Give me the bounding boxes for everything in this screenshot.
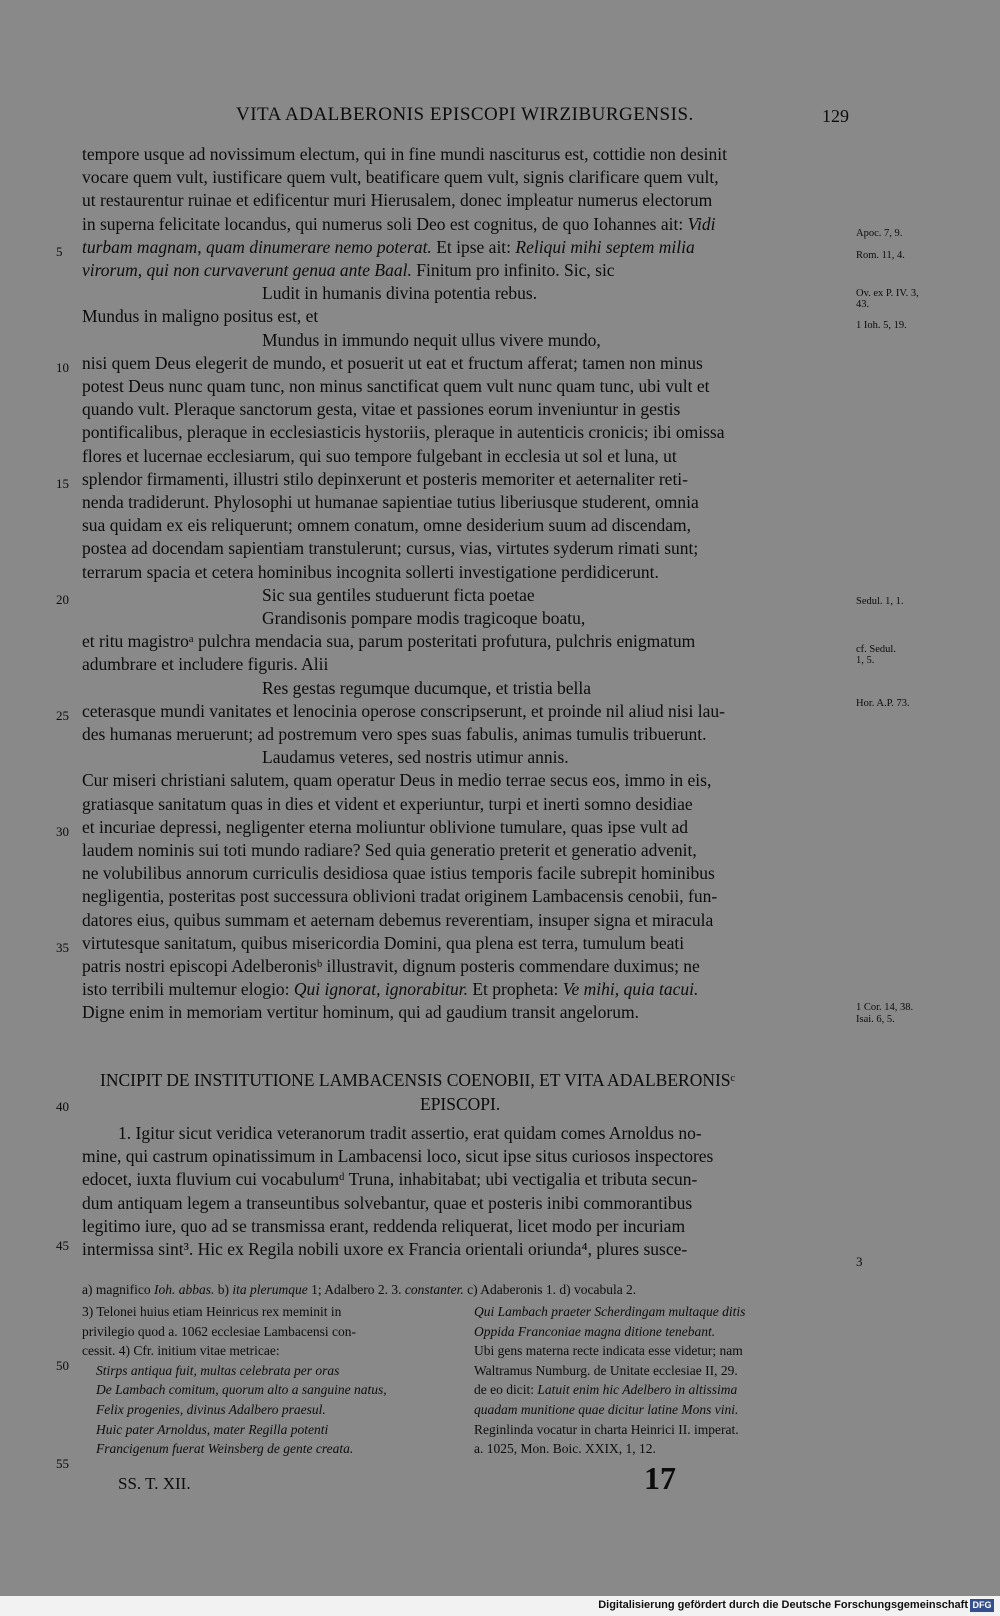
side-note: Isai. 6, 5. <box>856 1014 895 1025</box>
italic-run: virorum, qui non curvaverunt genua ante Baal. <box>82 260 412 280</box>
text-run: laudem nominis sui toti mundo radiare? Sed quia generatio preterit et generatio advenit, <box>82 840 697 860</box>
text-run: nisi quem Deus elegerit de mundo, et posuerit ut eat et fructum afferat; tamen non minus <box>82 352 703 373</box>
text-run: sua quidam ex eis reliquerunt; omnem conatum, omne desiderium suum ad discendam, <box>82 515 691 536</box>
side-note: Ov. ex P. IV. 3, 43. <box>856 288 919 310</box>
text-run: c) Adaberonis 1. d) vocabula 2. <box>463 1282 637 1297</box>
line-number: 20 <box>56 592 69 607</box>
bottom-bar <box>0 1596 1000 1616</box>
text-run: ceterasque mundi vanitates et lenocinia operose conscripserunt, et proinde nil aliud nisi lau- <box>82 700 725 721</box>
text-run: a) magnifico <box>82 1282 154 1297</box>
italic-run: constanter. <box>404 1282 464 1297</box>
line-number: 50 <box>56 1358 69 1373</box>
text-line <box>82 166 719 188</box>
text-run: tempore usque ad novissimum electum, qui in fine mundi nasciturus est, cottidie non desinit <box>82 144 727 164</box>
text-line <box>82 909 713 931</box>
footnote-line <box>96 1439 353 1459</box>
text-run: splendor firmamenti, illustri stilo depinxerunt et posteris memoriter et aeternaliter reti- <box>82 468 688 489</box>
chapter-line: dum antiquam legem a transeuntibus solvebantur, quae et posteris inibi commorantibus <box>82 1192 693 1213</box>
running-header <box>0 104 1000 134</box>
text-run: et ritu magistroᵃ pulchra mendacia sua, parum posteritati profutura, pulchris enigmatum <box>82 631 696 652</box>
text-run: ut restaurentur ruinae et edificentur muri Hierusalem, donec impleatur numerus electorum <box>82 190 713 211</box>
funding-credit: Digitalisierung gefördert durch die Deutsche Forschungsgemeinschaft <box>598 1599 968 1611</box>
line-number: 45 <box>56 1238 69 1253</box>
text-run: Waltramus Numburg. de Unitate ecclesiae II, 29. <box>474 1362 738 1378</box>
footnote-line <box>82 1341 280 1361</box>
text-run: ne volubilibus annorum curriculis desidiosa quae istius temporis facile subrepit hominibus <box>82 863 715 884</box>
line-number: 25 <box>56 708 69 723</box>
footnote-line <box>474 1361 738 1381</box>
text-run: Cur miseri christiani salutem, quam operatur Deus in medio terrae secus eos, immo in eis, <box>82 770 712 791</box>
line-number: 40 <box>56 1099 69 1114</box>
text-run: potest Deus nunc quam tunc, non minus sanctificat quem vult nunc quam tunc, ubi vult et <box>82 376 710 396</box>
text-line <box>82 491 699 513</box>
text-run: Et propheta: <box>467 979 563 1000</box>
footnote-line <box>82 1302 341 1322</box>
italic-run: ita plerumque <box>232 1282 308 1297</box>
text-line <box>82 653 328 675</box>
text-line <box>82 143 727 165</box>
italic-run: Huic pater Arnoldus, mater Regilla potenti <box>96 1421 329 1437</box>
text-line <box>82 305 318 327</box>
text-line <box>82 259 615 281</box>
text-run: quando vult. Pleraque sanctorum gesta, vitae et passiones eorum inveniuntur in gestis <box>82 399 681 420</box>
text-run: in superna felicitate locandus, qui numerus soli Deo est cognitus, de quo Iohannes ait: <box>82 213 688 234</box>
line-number: 5 <box>56 244 63 259</box>
text-run: Grandisonis pompare modis tragicoque boatu, <box>262 608 586 628</box>
text-line <box>82 978 698 1000</box>
section-heading: INCIPIT DE INSTITUTIONE LAMBACENSIS COENOBII, ET VITA ADALBERONISᶜ <box>100 1070 736 1090</box>
chapter-line: legitimo iure, quo ad se transmissa erant, reddenda reliquerat, licet modo per incuriam <box>82 1215 686 1236</box>
line-number: 10 <box>56 360 69 375</box>
italic-run: De Lambach comitum, quorum alto a sanguine natus, <box>96 1382 387 1398</box>
text-line <box>82 885 717 907</box>
text-run: Mundus in maligno positus est, et <box>82 306 319 327</box>
italic-run: Ve mihi, quia tacui. <box>562 979 699 1000</box>
text-line <box>82 375 709 397</box>
page-number: 129 <box>822 106 849 126</box>
side-note: Rom. 11, 4. <box>856 250 905 261</box>
text-run: vocare quem vult, iustificare quem vult, beatificare quem vult, signis clarificare quem vult, <box>82 167 719 188</box>
text-line <box>82 189 712 211</box>
side-note: Apoc. 7, 9. <box>856 228 903 239</box>
text-line <box>82 955 700 977</box>
line-number: 35 <box>56 940 69 955</box>
italic-run: Ioh. abbas. <box>153 1282 215 1297</box>
chapter-line: 1. Igitur sicut veridica veteranorum tradit assertio, erat quidam comes Arnoldus no- <box>118 1123 702 1143</box>
text-run: Ludit in humanis divina potentia rebus. <box>262 283 538 304</box>
text-run: terrarum spacia et cetera hominibus incognita sollerti investigatione perdidicerunt. <box>82 561 659 582</box>
text-run: Finitum pro infinito. Sic, sic <box>411 260 615 280</box>
text-line <box>82 468 688 490</box>
footnote-line <box>474 1439 656 1459</box>
italic-run: Vidi <box>687 213 716 234</box>
text-run: Res gestas regumque ducumque, et tristia bella <box>262 677 592 698</box>
text-line <box>82 630 695 652</box>
italic-run: turbam magnam, quam dinumerare nemo poterat. <box>82 236 432 257</box>
sheet-number: 17 <box>644 1460 676 1496</box>
text-line <box>82 862 715 884</box>
footnote-line <box>82 1322 356 1342</box>
text-run: Sic sua gentiles studuerunt ficta poetae <box>262 584 535 605</box>
variant-notes <box>82 1280 636 1300</box>
footnote-line <box>474 1380 737 1400</box>
margin-note: 3 <box>856 1254 863 1269</box>
footnote-line <box>96 1380 387 1400</box>
running-title: VITA ADALBERONIS EPISCOPI WIRZIBURGENSIS. <box>236 104 694 125</box>
text-run: postea ad docendam sapientiam transtulerunt; cursus, vias, virtutes syderum rimati sunt; <box>82 538 699 559</box>
text-line <box>82 213 715 235</box>
text-run: patris nostri episcopi Adelberonisᵇ illustravit, dignum posteris commendare duximus; ne <box>82 956 700 976</box>
side-note: Hor. A.P. 73. <box>856 698 910 709</box>
text-run: et incuriae depressi, negligenter eterna moliuntur oblivione tumulare, quas ipse vult ad <box>82 816 688 837</box>
italic-run: Qui Lambach praeter Scherdingam multaque ditis <box>474 1304 746 1319</box>
text-line <box>262 282 537 304</box>
text-line <box>82 723 707 745</box>
text-run: Digne enim in memoriam vertitur hominum, qui ad gaudium transit angelorum. <box>82 1002 639 1023</box>
line-number: 55 <box>56 1456 69 1471</box>
text-line <box>82 236 695 258</box>
footnote-line <box>96 1420 328 1440</box>
text-run: datores eius, quibus summam et aeternam debemus reverentiam, insuper signa et miracula <box>82 909 714 930</box>
text-line <box>82 537 698 559</box>
footnote-line <box>474 1341 743 1361</box>
text-line <box>82 352 703 374</box>
text-run: Reginlinda vocatur in charta Heinrici II. imperat. <box>474 1421 739 1437</box>
text-line <box>262 329 601 351</box>
italic-run: Felix progenies, divinus Adalbero praesul. <box>96 1402 326 1417</box>
line-number: 30 <box>56 824 69 839</box>
italic-run: Reliqui mihi septem milia <box>515 236 695 257</box>
text-run: cessit. 4) Cfr. initium vitae metricae: <box>82 1343 280 1359</box>
text-run: privilegio quod a. 1062 ecclesiae Lambacensi con- <box>82 1323 357 1339</box>
chapter-line: mine, qui castrum opinatissimum in Lambacensi loco, sicut ipse situs curiosos inspectores <box>82 1146 714 1167</box>
text-line <box>262 746 569 768</box>
text-run: 3) Telonei huius etiam Heinricus rex meminit in <box>82 1304 342 1319</box>
dfg-logo: DFG <box>970 1599 994 1612</box>
text-line <box>82 932 684 954</box>
chapter-line: intermissa sint³. Hic ex Regila nobili uxore ex Francia orientali oriunda⁴, plures susce- <box>82 1239 688 1259</box>
text-line <box>82 1001 639 1023</box>
italic-run: Qui ignorat, ignorabitur. <box>293 979 468 1000</box>
text-run: gratiasque sanitatum quas in dies et vident et experiuntur, turpi et inerti somno desidiae <box>82 793 693 814</box>
text-run: nenda tradiderunt. Phylosophi ut humanae sapientiae tutius liberiusque studerent, omnia <box>82 492 699 512</box>
footnote-line <box>474 1420 739 1440</box>
italic-run: quadam munitione quae dicitur latine Mons vini. <box>474 1402 739 1417</box>
text-run: negligentia, posteritas post successura oblivioni tradat originem Lambacensis cenobii, fun- <box>82 886 718 907</box>
text-run: virtutesque sanitatum, quibus misericordia Domini, qua plena est terra, tumulum beati <box>82 932 685 953</box>
text-line <box>82 769 711 791</box>
text-run: 1; Adalbero 2. 3. <box>307 1282 405 1297</box>
text-run: Ubi gens materna recte indicata esse videtur; nam <box>474 1343 743 1359</box>
side-note: cf. Sedul. 1, 5. <box>856 644 896 666</box>
text-run: b) <box>214 1282 233 1297</box>
text-line <box>82 700 725 722</box>
text-line <box>262 607 585 629</box>
side-note: 1 Cor. 14, 38. <box>856 1002 914 1013</box>
text-run: Et ipse ait: <box>431 236 516 257</box>
footnote-line <box>474 1322 715 1342</box>
text-line <box>82 445 677 467</box>
line-number: 15 <box>56 476 69 491</box>
section-heading-line2: EPISCOPI. <box>420 1094 501 1114</box>
footnote-line <box>96 1400 326 1420</box>
chapter-line: edocet, iuxta fluvium cui vocabulumᵈ Truna, inhabitabat; ubi vectigalia et tributa secun- <box>82 1169 698 1190</box>
text-line <box>262 584 535 606</box>
text-run: flores et lucernae ecclesiarum, qui suo tempore fulgebant in ecclesia ut sol et luna, ut <box>82 445 677 466</box>
text-line <box>82 514 691 536</box>
italic-run: Francigenum fuerat Weinsberg de gente creata. <box>96 1441 354 1457</box>
text-line <box>262 677 591 699</box>
text-line <box>82 839 697 861</box>
text-line <box>82 421 724 443</box>
italic-run: Latuit enim hic Adelbero in altissima <box>537 1382 738 1398</box>
footnote-line <box>96 1361 339 1381</box>
text-run: adumbrare et includere figuris. Alii <box>82 654 329 675</box>
side-note: Sedul. 1, 1. <box>856 596 904 607</box>
text-line <box>82 561 659 583</box>
text-run: Laudamus veteres, sed nostris utimur annis. <box>262 747 569 768</box>
footnote-line <box>474 1400 738 1420</box>
signature-mark: SS. T. XII. <box>118 1474 191 1493</box>
text-line <box>82 398 680 420</box>
text-line <box>82 793 693 815</box>
text-run: de eo dicit: <box>474 1382 538 1398</box>
italic-run: Stirps antiqua fuit, multas celebrata per oras <box>96 1362 340 1378</box>
text-line <box>82 816 688 838</box>
side-note: 1 Ioh. 5, 19. <box>856 320 907 331</box>
text-run: isto terribili multemur elogio: <box>82 979 294 1000</box>
footnote-line <box>474 1302 745 1322</box>
italic-run: Oppida Franconiae magna ditione tenebant. <box>474 1323 716 1339</box>
text-run: pontificalibus, pleraque in ecclesiasticis hystoriis, pleraque in autenticis cronicis; ibi omissa <box>82 422 725 443</box>
text-run: a. 1025, Mon. Boic. XXIX, 1, 12. <box>474 1441 656 1457</box>
text-run: Mundus in immundo nequit ullus vivere mundo, <box>262 329 601 350</box>
text-run: des humanas meruerunt; ad postremum vero spes suas fabulis, animas tumulis tribuerunt. <box>82 724 707 744</box>
